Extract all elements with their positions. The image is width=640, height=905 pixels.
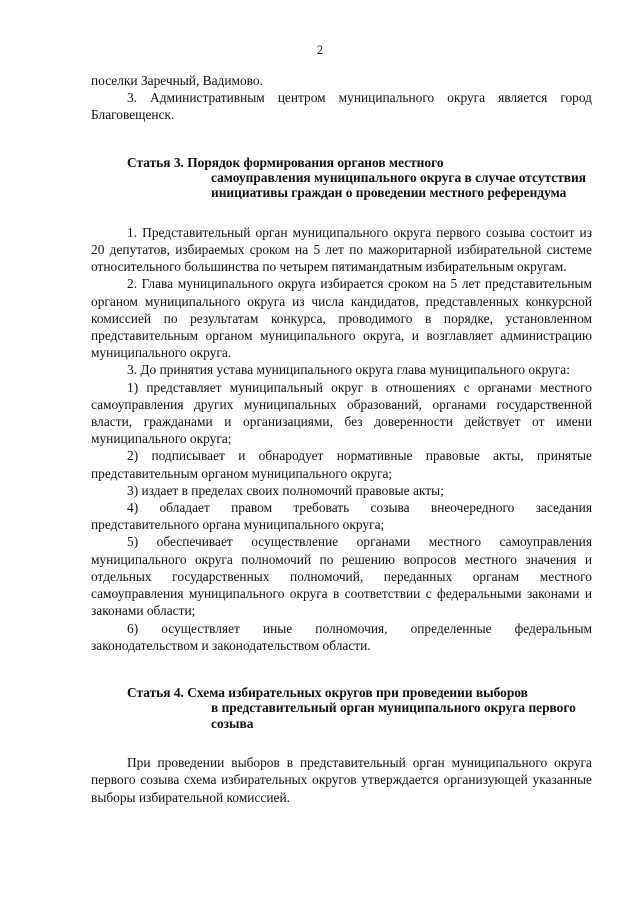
list-item: 2) подписывает и обнародует нормативные правовые акты, принятые представительным органом муниципального округа; bbox=[91, 448, 592, 481]
article-heading-continuation: в представительный орган муниципального округа первого созыва bbox=[211, 700, 576, 731]
paragraph: поселки Заречный, Вадимово. bbox=[91, 73, 263, 88]
list-item: 3) издает в пределах своих полномочий правовые акты; bbox=[127, 482, 444, 498]
article-heading-line: Статья 3. Порядок формирования органов местного bbox=[127, 154, 444, 170]
list-item: 5) обеспечивает осуществление органами местного самоуправления муниципального округа полномочий по решению вопросов местного значения и отдельных государственных полномочий, переданных органам местного самоуправления муниципального округа в соответствии с федеральными законами и законами области; bbox=[91, 534, 592, 619]
list-item: 1) представляет муниципальный округ в отношениях с органами местного самоуправления других муниципальных образований, органами государственной власти, гражданами и организациями, без доверенности действует от имени муниципального округа; bbox=[91, 379, 592, 447]
article-4-heading bbox=[127, 685, 592, 731]
paragraph: 1. Представительный орган муниципального округа первого созыва состоит из 20 депутатов, избираемых сроком на 5 лет по мажоритарной избирательной системе относительного большинства по четырем пятимандатным избирательным округам. bbox=[91, 224, 592, 275]
paragraph: При проведении выборов в представительный орган муниципального округа первого созыва схема избирательных округов утверждается организующей указанные выборы избирательной комиссией. bbox=[91, 755, 592, 805]
paragraph: 2. Глава муниципального округа избирается сроком на 5 лет представительным органом муниципального округа из числа кандидатов, представленных конкурсной комиссией по результатам конкурса, проводимого в порядке, установленном представительным органом муниципального округа, и возглавляет администрацию муниципального округа. bbox=[91, 276, 592, 361]
list-item: 6) осуществляет иные полномочия, определенные федеральным законодательством и законодательством области. bbox=[91, 620, 592, 653]
document-body bbox=[91, 72, 592, 806]
article-heading-continuation: самоуправления муниципального округа в случае отсутствия инициативы граждан о проведении местного референдума bbox=[211, 170, 586, 201]
article-heading-line: Статья 4. Схема избирательных округов при проведении выборов bbox=[127, 684, 528, 700]
spacer bbox=[91, 201, 592, 224]
spacer bbox=[91, 124, 592, 155]
spacer bbox=[91, 654, 592, 685]
page-number: 2 bbox=[316, 43, 324, 57]
paragraph: 3. До принятия устава муниципального округа глава муниципального округа: bbox=[127, 362, 570, 378]
spacer bbox=[91, 731, 592, 754]
article-3-heading bbox=[127, 155, 592, 201]
paragraph: 3. Административным центром муниципального округа является город Благовещенск. bbox=[91, 90, 592, 123]
list-item: 4) обладает правом требовать созыва внеочередного заседания представительного органа муниципального округа; bbox=[91, 500, 592, 533]
